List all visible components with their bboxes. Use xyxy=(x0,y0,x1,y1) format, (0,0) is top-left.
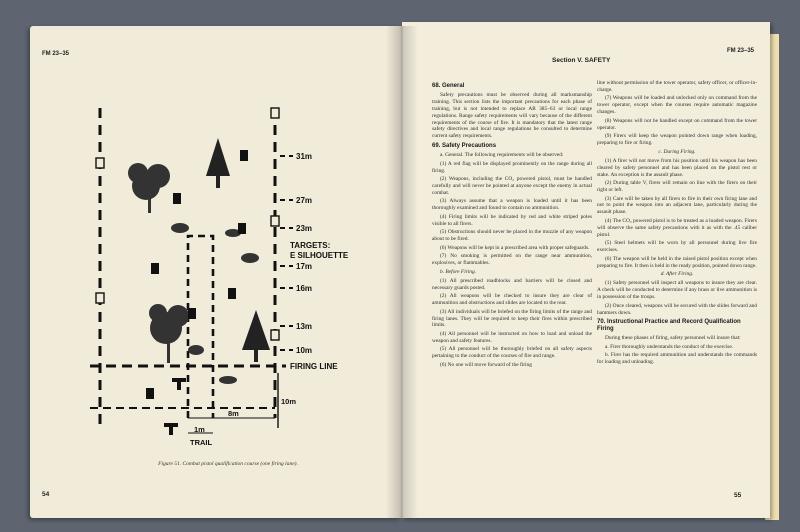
dimension-10m-label: 10m xyxy=(281,397,297,406)
distance-label: 10m xyxy=(296,346,313,355)
distance-label: 13m xyxy=(296,322,313,331)
paragraph: (6) Weapons will be kept in a prescribed area with proper safeguards. xyxy=(440,244,590,251)
right-page-number: 55 xyxy=(734,492,742,499)
paragraph: (2) During table V, firers will remain on line with the firers on their right or left. xyxy=(597,180,757,194)
paragraph: (3) Always assume that a weapon is loaded until it has been thoroughly examined and found to contain no ammunition. xyxy=(432,198,592,212)
heading-70: 70. Instructional Practice and Record Qualification Firing xyxy=(597,319,741,333)
tree-icon xyxy=(149,304,189,363)
heading-69: 69. Safety Precautions xyxy=(432,143,497,150)
range-diagram xyxy=(68,88,368,448)
paragraph: (6) No one will move forward of the firing xyxy=(440,361,532,368)
paragraph: During these phases of firing, safety personnel will insure that: xyxy=(605,335,741,342)
paragraph: (5) Steel helmets will be worn by all personnel during live fire exercises. xyxy=(597,240,757,254)
paragraph: (7) Weapons will be loaded and unlocked only on command from the tower operator, except when the courses require automatic magazine changes. xyxy=(597,95,757,116)
left-page-number: 54 xyxy=(42,491,50,498)
dimension-1m-label: 1m xyxy=(194,425,205,434)
paragraph: (9) Firers will keep the weapon pointed down range when loading, preparing to fire or firing. xyxy=(597,133,757,147)
firing-position-icon xyxy=(164,378,186,435)
right-running-head: FM 23–35 xyxy=(727,48,755,54)
distance-label: 23m xyxy=(296,224,313,233)
subheading: d. After Firing. xyxy=(660,271,694,278)
paragraph: (4) All personnel will be instructed on how to load and unload the weapon and safety features. xyxy=(432,330,592,344)
text-column-1 xyxy=(432,80,592,370)
paragraph: (1) A firer will not move from his position until his weapon has been cleared by safety personnel and has been placed on the pistol rest or stake. An exception is the assault phase. xyxy=(597,157,757,178)
left-page xyxy=(30,26,402,518)
subheading: b. Before Firing. xyxy=(440,268,477,275)
subheading: c. During Firing. xyxy=(658,148,696,155)
paragraph: (5) All personnel will be thoroughly briefed on all safety aspects pertaining to the conduct of the courses of fire and range. xyxy=(432,346,592,360)
paragraph: line without permission of the tower operator, safety officer, or officer-in-charge. xyxy=(597,80,757,93)
bush-icons xyxy=(171,223,259,384)
section-title: Section V. SAFETY xyxy=(552,57,611,64)
distance-label: 16m xyxy=(296,284,313,293)
right-page xyxy=(402,22,770,518)
text-column-2 xyxy=(597,80,757,368)
paragraph: (2) All weapons will be checked to insure they are clear of ammunition and obstructions and slides are located to the rear. xyxy=(432,293,592,307)
figure-caption: Figure 51. Combat pistol qualification course (one firing lane). xyxy=(158,461,298,467)
paragraph: (2) Weapons, including the CO₂ powered pistol, must be handled carefully and will never be pointed at anyone except the enemy in actual combat. xyxy=(432,176,592,196)
distance-label: 27m xyxy=(296,196,313,205)
left-running-head: FM 23–35 xyxy=(42,51,70,57)
paragraph: (2) Once cleared, weapons will be secured with the slides forward and hammers down. xyxy=(597,302,757,316)
paragraph: (1) A red flag will be displayed prominently on the range during all firing. xyxy=(432,160,592,174)
targets-type-label: E SILHOUETTE xyxy=(290,251,349,260)
paragraph: (1) Safety personnel will inspect all weapons to insure they are clear. A check will be conducted to determine if any brass or live ammunition is in possession of the troops. xyxy=(597,280,757,301)
pine-tree-icon xyxy=(206,138,230,188)
paragraph: (5) Obstructions should never be placed in the muzzle of any weapon about to be fired. xyxy=(432,229,592,243)
paragraph: a. Firer thoroughly understands the conduct of the exercise. xyxy=(605,343,734,350)
paragraph: (3) Care will be taken by all firers to fire in their own firing lane and not to point the weapon into an adjacent lane, particularly during the assault phase. xyxy=(597,195,757,216)
heading-68: 68. General xyxy=(432,83,465,89)
open-book xyxy=(30,22,775,520)
distance-label: 17m xyxy=(296,262,313,271)
paragraph: (7) No smoking is permitted on the range near ammunition, explosives, or flammables. xyxy=(432,253,592,266)
tree-icon xyxy=(128,163,170,213)
paragraph: a. General. The following requirements will be observed: xyxy=(440,152,564,159)
paragraph: (1) All prescribed roadblocks and barriers will be closed and necessary guards posted. xyxy=(432,277,592,291)
pine-tree-icon xyxy=(242,310,270,362)
dimension-8m-label: 8m xyxy=(228,409,239,418)
firing-line-label: FIRING LINE xyxy=(290,362,338,371)
targets-label: TARGETS: xyxy=(290,241,331,250)
paragraph: (6) The weapon will be held in the raised pistol position except when preparing to fire. It then is held in the ready position, pointed down range. xyxy=(597,255,757,269)
paragraph: (4) The CO₂ powered pistol is to be treated as a loaded weapon. Firers will observe the same safety precautions with it as with the .45 caliber pistol. xyxy=(597,217,757,238)
paragraph: (4) Firing limits will be indicated by red and white striped poles visible to all firers. xyxy=(432,213,592,227)
paragraph: (3) All individuals will be briefed on the firing limits of the range and firing lanes. They will be required to keep their fires within prescribed limits. xyxy=(432,308,592,329)
paragraph: (8) Weapons will not be handled except on command from the tower operator. xyxy=(597,117,757,131)
distance-label: 31m xyxy=(296,152,313,161)
trail-label: TRAIL xyxy=(190,438,213,447)
paragraph: Safety precautions must be observed during all marksmanship training. This section lists the important precautions for each phase of training, but is not intended to replace AR 385–63 or local range regulations. Range safety requirements will vary because of the different requirements of the course of fire. It is mandatory that the latest range safety directives and local range regulations be consulted to determine current safety requirements. xyxy=(432,91,592,140)
paragraph: b. Firer has the required ammunition and understands the commands for loading and unloading. xyxy=(597,352,757,366)
inner-lane-path xyxy=(188,236,213,418)
